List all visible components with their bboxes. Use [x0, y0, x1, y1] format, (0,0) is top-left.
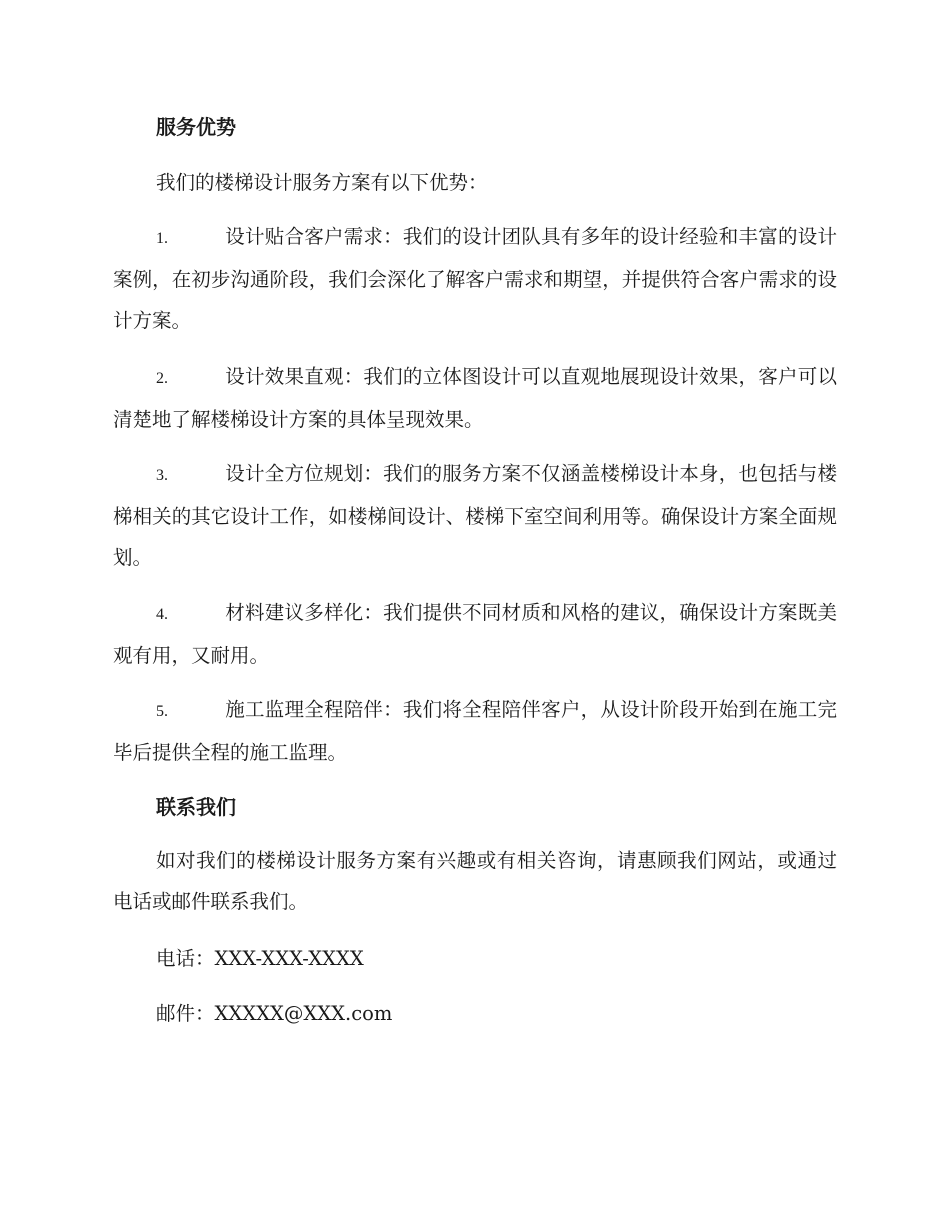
list-item-text: 设计效果直观：我们的立体图设计可以直观地展现设计效果，客户可以清楚地了解楼梯设计方案的具体呈现效果。 — [113, 365, 837, 431]
list-item — [113, 216, 837, 341]
list-item-text: 施工监理全程陪伴：我们将全程陪伴客户，从设计阶段开始到在施工完毕后提供全程的施工监理。 — [113, 698, 837, 764]
list-item-text: 设计贴合客户需求：我们的设计团队具有多年的设计经验和丰富的设计案例，在初步沟通阶段，我们会深化了解客户需求和期望，并提供符合客户需求的设计方案。 — [113, 225, 837, 332]
contact-phone: 电话：XXX-XXX-XXXX — [156, 947, 364, 970]
list-item — [113, 592, 837, 676]
list-item — [113, 356, 837, 440]
advantages-heading: 服务优势 — [156, 115, 236, 139]
list-number: 3. — [156, 467, 168, 484]
list-item — [113, 453, 837, 578]
list-item-text: 材料建议多样化：我们提供不同材质和风格的建议，确保设计方案既美观有用，又耐用。 — [113, 601, 837, 667]
list-item-text: 设计全方位规划：我们的服务方案不仅涵盖楼梯设计本身，也包括与楼梯相关的其它设计工作，如楼梯间设计、楼梯下室空间利用等。确保设计方案全面规划。 — [113, 462, 837, 569]
advantages-intro: 我们的楼梯设计服务方案有以下优势： — [156, 171, 488, 194]
contact-intro: 如对我们的楼梯设计服务方案有兴趣或有相关咨询，请惠顾我们网站，或通过电话或邮件联系我们。 — [113, 849, 837, 913]
list-number: 1. — [156, 230, 168, 247]
list-item — [113, 689, 837, 773]
list-number: 4. — [156, 606, 168, 623]
list-number: 5. — [156, 703, 168, 720]
contact-heading: 联系我们 — [156, 795, 236, 819]
contact-email: 邮件：XXXXX@XXX.com — [156, 1002, 393, 1025]
list-number: 2. — [156, 370, 168, 387]
